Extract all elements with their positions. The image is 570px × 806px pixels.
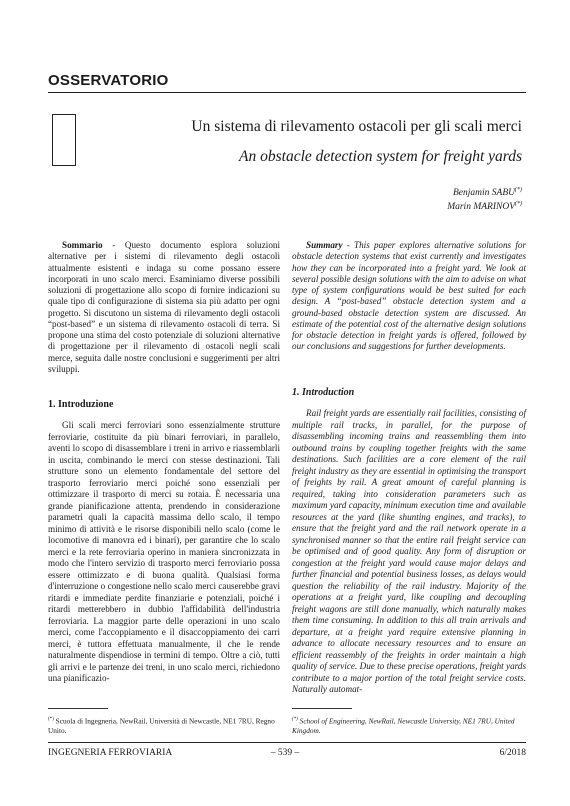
intro-body-english (292, 408, 526, 696)
article-title-english: An obstacle detection system for freight yards (239, 148, 522, 165)
summary-text: - This paper explores alternative solutions for obstacle detection systems that exist currently and investigates how they can be incorporated into a freight yard. We look at several possible design solutions with the aim to advise on what type of system configurations would be best suited for each design. A “post-based” obstacle detection system and a ground-based obstacle detection system are discussed. An estimate of the potential cost of the alternative design solutions for obstacle detection in freight yards is offered, followed by our conclusions and suggestions for further developments. (292, 240, 526, 352)
footnote-text: School of Engineering, NewRail, Newcastle University, NE1 7RU, United Kingdom. (292, 716, 515, 736)
section-title: OSSERVATORIO (48, 72, 169, 89)
footnote-divider (48, 708, 108, 709)
issue-number: 6/2018 (499, 748, 526, 758)
journal-logo-box (52, 114, 76, 166)
intro-heading-italian: 1. Introduzione (48, 399, 114, 410)
footnote-english (292, 715, 526, 736)
footnote-italian (48, 715, 280, 736)
summary-label: Sommario (62, 240, 103, 250)
summary-italian (48, 240, 280, 375)
footer-divider (48, 742, 526, 743)
summary-text: - Questo documento esplora soluzioni alternative per i sistemi di rilevamento degli ostacoli attualmente esistenti e indaga su come possano essere incorporati in uno scalo merci. Esaminiamo diverse possibili soluzioni di progettazione allo scopo di fornire indicazioni su quale tipo di configurazione di sistema sia più adatto per ogni progetto. Si discutono un sistema di rilevamento degli ostacoli “post-based” e un sistema di rilevamento ostacoli di terra. Si propone una stima del costo potenziale di soluzioni alternative di progettazione per il rilevamento di ostacoli negli scali merce, seguita dalle nostre conclusioni e suggerimenti per altri sviluppi. (48, 240, 280, 374)
footnote-mark: (*) (48, 717, 54, 722)
footnote-text: Scuola di Ingegneria, NewRail, Università di Newcastle, NE1 7RU, Regno Unito. (48, 716, 275, 736)
section-divider (48, 92, 526, 93)
intro-heading-english: 1. Introduction (292, 387, 355, 398)
author-entry (282, 199, 522, 213)
intro-body-italian (48, 420, 280, 685)
author-name: Marin MARINOV (447, 202, 515, 213)
author-entry (282, 185, 522, 199)
summary-label: Summary (306, 240, 343, 250)
page-number: – 539 – (270, 748, 300, 758)
article-title-italian: Un sistema di rilevamento ostacoli per gli scali merci (191, 118, 522, 135)
body-paragraph: Gli scali merci ferroviari sono essenzialmente strutture ferroviarie, costituite da più binari ferroviari, in parallelo, aventi lo scopo di disassemblare i treni in arrivo e riassemblarli in uscita, combinando le merci con stesse destinazioni. Tali strutture sono un elemento fondamentale del settore del trasporto ferroviario merci poiché sono essenziali per ottimizzare il trasporto di merci su rotaia. È necessaria una grande pianificazione attenta, prendendo in considerazione parametri quali la capacità massima dello scalo, il tempo minimo di attività e le risorse disponibili nello scalo (come le locomotive di manovra ed i binari), per garantire che lo scalo merci e la rete ferroviaria operino in maniera sincronizzata in modo che l'intero servizio di trasporto merci ferroviario possa essere ottimizzato e di buona qualità. Qualsiasi forma d'interruzione o congestione nello scalo merci causerebbe gravi ritardi e immediate perdite finanziarie e potenziali, poiché i ritardi metterebbero in dubbio l'affidabilità dell'industria ferroviaria. La maggior parte delle operazioni in uno scalo merci, come l'accoppiamento e il disaccoppiamento dei carri merci, è tuttora effettuata manualmente, il che le rende naturalmente dispendiose in termini di tempo. Oltre a ciò, tutti gli arrivi e le partenze dei treni, in uno scalo merci, richiedono una pianificazio- (48, 420, 280, 683)
author-list (282, 185, 522, 213)
summary-english (292, 240, 526, 353)
author-footnote-mark: (*) (515, 187, 522, 193)
footnote-mark: (*) (292, 717, 298, 722)
journal-name: INGEGNERIA FERROVIARIA (48, 748, 173, 758)
author-footnote-mark: (*) (515, 201, 522, 208)
body-paragraph: Rail freight yards are essentially rail facilities, consisting of multiple rail tracks, in parallel, for the purpose of disassembling incoming trains and reassembling them into outbound trains by coupling together freights with the same destinations. Such facilities are a core element of the rail freight industry as they are essential in optimising the transport of freights by rail. A great amount of careful planning is required, taking into consideration parameters such as maximum yard capacity, minimum execution time and available resources at the yard (like shunting engines, and tracks), to ensure that the freight yard and the rail network operate in a synchronised manner so that the entire rail freight service can be optimised and of good quality. Any form of disruption or congestion at the freight yard would cause major delays and further financial and potential business losses, as delays would question the reliability of the rail industry. Majority of the operations at a freight yard, like coupling and decoupling freight wagons are still done manually, which naturally makes them time consuming. In addition to this all train arrivals and departure, at a freight yard require extensive planning in advance to allocate necessary resources and to ensure an efficient reassembly of the freights in order maintain a high quality of service. Due to these precise operations, freight yards contribute to a major portion of the total freight service costs. Naturally automat- (292, 408, 526, 694)
author-name: Benjamin SABU (452, 188, 515, 199)
footnote-divider (292, 708, 352, 709)
